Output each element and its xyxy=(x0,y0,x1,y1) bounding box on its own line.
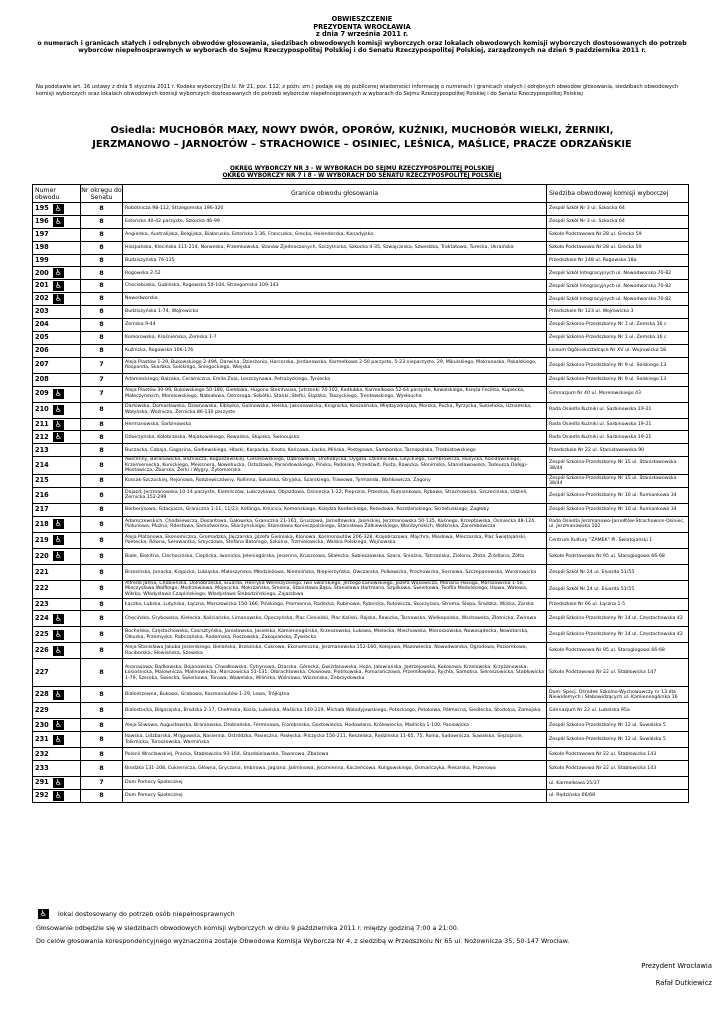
district-boundaries: Dźwirzyńska, Kołobrzeska, Majakowskiego, Rewalska, Słupska, Świnoujska xyxy=(123,431,547,444)
district-boundaries: Aleja Stanisława Jakuba Jezierskiego, Bielańska, Brzezinka, Cukrowa, Ekonomiczna, Jerzmanowska 152-160, Kolejowa, Mazowiecka, Nowodworska, Ogrodowa, Poziomkowa, Raciborska, Słowiańska, Szewska xyxy=(123,643,547,659)
senate-district: 8 xyxy=(81,580,123,598)
commission-seat: Przedszkole Nr 148 ul. Rogowska 18a xyxy=(547,254,689,267)
notice-header xyxy=(40,16,684,39)
district-number: 203 xyxy=(35,307,49,316)
district-number: 223 xyxy=(35,599,49,608)
district-boundaries: Dom Pomocy Społecznej xyxy=(123,790,547,803)
senate-district: 8 xyxy=(81,687,123,703)
district-number: 227 xyxy=(35,668,49,677)
district-number-cell xyxy=(33,241,81,254)
commission-seat: Zespół Szkół Integracyjnych ul. Nowodworska 70-82 xyxy=(547,280,689,293)
district-boundaries: Adamieckiego, Balzaka, Ceramiczna, Emila Zola, Leszczynowa, Petrażyckiego, Tyniecka xyxy=(123,373,547,386)
commission-seat: Przedszkole Nr 66 ul. Łączna 1-5 xyxy=(547,598,689,611)
district-boundaries: Dom Pomocy Społecznej xyxy=(123,777,547,790)
district-number: 195 xyxy=(35,204,49,213)
district-boundaries: Ananasowa, Bądkowska, Bojanowska, Chwałkowska, Cytrynowa, Dżarska, Górecka, Gwiżdanowska, Hoża, Jałowiańska, Jędrzejowska, Kokosowa, Krzelowska, Krzyżanowska, Łosiośnicka, Malownicza, Malinowiecka, Marszowicka 51-131, Olbrachtowska, Olowiowa, Piotrkowska, Pomarańczowa, Przemiłowska, Rychła, Samotna, Sieroszowicka, Stabłowicka 1-79, Szeroka, Świecka, Świerkowa, Torowa, Wawelska, Wilińska, Wiśniowa, Wiszenska, Zebrzydowska xyxy=(123,659,547,687)
district-boundaries: Bochelska, Częstochowska, Czorsztyńska, Jarosławska, Jasielska, Kamiennogórska, Krzeszowska, Łukowa, Mielecka, Miechowska, Mieroszowska, Nowosądecka, Nowotarska, Olkuska, Przemyska, Rabczańska, Radomska, Raszowska, Zakopiańska, Żywiecka xyxy=(123,627,547,643)
signature-title: Prezydent Wrocławia xyxy=(641,962,712,970)
table-row xyxy=(33,748,689,761)
table-row xyxy=(33,475,689,488)
district-number-cell xyxy=(33,643,81,659)
district-number: 219 xyxy=(35,535,49,544)
district-number-cell xyxy=(33,627,81,643)
district-boundaries: Aleja Śliwowa, Augustowska, Braniewska, Drobieńska, Ferminowa, Frombroska, Gostowiecka, Hodowlana, Królewiecka, Maślicka 1-100, Paniowicka xyxy=(123,719,547,732)
commission-seat: Zespół Szkół Nr 24 ul. Eluarda 51/55 xyxy=(547,564,689,580)
senate-district: 8 xyxy=(81,627,123,643)
senate-district: 8 xyxy=(81,280,123,293)
commission-seat: Szkoła Podstawowa Nr 22 ul. Stabłowicka 143 xyxy=(547,748,689,761)
district-number: 211 xyxy=(35,419,49,428)
table-row xyxy=(33,344,689,357)
district-boundaries: Estońska 40-42 parzyste, Szkocka 46-99 xyxy=(123,215,547,228)
table-row xyxy=(33,732,689,748)
table-header-row xyxy=(33,185,689,203)
district-number-cell xyxy=(33,777,81,790)
commission-seat: Szkoła Podstawowa Nr 28 ul. Grecka 59 xyxy=(547,241,689,254)
district-number-cell xyxy=(33,280,81,293)
senate-district: 8 xyxy=(81,418,123,431)
commission-seat: Zespół Szkolno-Przedszkolny Nr 10 ul. Rumiankowa 34 xyxy=(547,487,689,503)
senate-district: 8 xyxy=(81,431,123,444)
district-number-cell xyxy=(33,306,81,319)
okreg-line-1: OKRĘG WYBORCZY NR 3 - W WYBORACH DO SEJMU RZECZYPOSPOLITEJ POLSKIEJ xyxy=(229,166,495,172)
district-number: 225 xyxy=(35,630,49,639)
wheelchair-icon: ♿ xyxy=(54,551,63,561)
commission-seat: Szkoła Podstawowa Nr 22 ul. Stabłowicka 147 xyxy=(547,659,689,687)
district-number-cell xyxy=(33,431,81,444)
district-number-cell xyxy=(33,373,81,386)
commission-seat: Zespół Szkół Integracyjnych ul. Nowodworska 70-82 xyxy=(547,293,689,306)
table-row xyxy=(33,331,689,344)
district-number: 200 xyxy=(35,268,49,277)
district-number-cell xyxy=(33,487,81,503)
district-boundaries: Chęcińska, Grybowska, Kielecka, Kościańska, Limanowska, Opoczyńska, Plac Ciesielski, Plac Kaliski, Rajska, Rawicka, Tarnowska, Wielkopolska, Wschowska, Złotnicka, Żwirowa xyxy=(123,611,547,627)
senate-district: 8 xyxy=(81,331,123,344)
senate-district: 8 xyxy=(81,761,123,777)
wheelchair-icon: ♿ xyxy=(54,405,63,415)
senate-district: 8 xyxy=(81,659,123,687)
district-number-cell xyxy=(33,203,81,216)
district-boundaries: Angielska, Australijska, Belgijska, Białoruska, Estońska 1-36, Francuska, Grecka, Holenderska, Kanadyjska xyxy=(123,228,547,241)
commission-seat: Zespół Szkół Integracyjnych ul. Nowodworska 70-82 xyxy=(547,267,689,280)
senate-district: 8 xyxy=(81,732,123,748)
commission-seat: ul. Rędzińska 66/68 xyxy=(547,790,689,803)
commission-seat: Zespół Szkolno-Przedszkolny Nr 1 ul. Zemska 16 c xyxy=(547,319,689,332)
district-number-cell xyxy=(33,319,81,332)
district-number: 198 xyxy=(35,242,49,251)
district-number: 210 xyxy=(35,405,49,414)
commission-seat: Przedszkole Nr 22 ul. Stanisławowska 90 xyxy=(547,444,689,457)
senate-district: 8 xyxy=(81,548,123,564)
commission-seat: Gimnazjum Nr 22 ul. Lubelska 95a xyxy=(547,703,689,719)
senate-district: 8 xyxy=(81,487,123,503)
table-row xyxy=(33,687,689,703)
district-number-cell xyxy=(33,254,81,267)
district-number-cell xyxy=(33,761,81,777)
header-subject: o numerach i granicach stałych i odrębnych obwodów głosowania, siedzibach obwodowych komisji wyborczych oraz lokalach obwodowych komisji wyborczych dostosowanych do potrzeb wyborców niepełnosprawnych w wyborach do Sejmu Rzeczypospolitej Polskiej i do Senatu Rzeczypospolitej Polskiej, zarządzonych na dzień 9 października 2011 r. xyxy=(37,40,687,55)
district-number: 224 xyxy=(35,614,49,623)
table-row xyxy=(33,719,689,732)
commission-seat: Zespół Szkolno-Przedszkolny Nr 14 ul. Częstochowska 42 xyxy=(547,611,689,627)
senate-district: 8 xyxy=(81,203,123,216)
commission-seat: Zespół Szkolno-Przedszkolny Nr 10 ul. Rumiankowa 34 xyxy=(547,503,689,516)
wheelchair-icon: ♿ xyxy=(54,720,63,730)
commission-seat: Zespół Szkolno-Przedszkolny Nr 9 ul. Solskiego 13 xyxy=(547,357,689,373)
table-row xyxy=(33,254,689,267)
district-number: 231 xyxy=(35,735,49,744)
district-boundaries: Budziszyńska 1-74, Wojrowicka xyxy=(123,306,547,319)
senate-district: 8 xyxy=(81,319,123,332)
senate-district: 8 xyxy=(81,215,123,228)
district-number-cell xyxy=(33,532,81,548)
commission-seat: Zespół Szkół Nr 3 ul. Szkocka 64 xyxy=(547,215,689,228)
header-granice: Granice obwodu głosowania xyxy=(123,185,547,203)
commission-seat: Rada Osiedla Kuźniki ul. Sarbinowska 19-21 xyxy=(547,431,689,444)
okreg-heading xyxy=(40,166,684,180)
district-number-cell xyxy=(33,457,81,475)
district-number-cell xyxy=(33,687,81,703)
table-row xyxy=(33,431,689,444)
senate-district: 8 xyxy=(81,306,123,319)
district-boundaries: Berberysowa, Gdacjusza, Graniczna 1-11, 11/23, Ketlinga, Kmicica, Komeńskiego, Księdza Kordeckiego, Rezedowa, Rożdżeńskiego, Skrzetuskiego, Zagłoby xyxy=(123,503,547,516)
district-number-cell xyxy=(33,732,81,748)
district-number: 209 xyxy=(35,389,49,398)
district-number: 218 xyxy=(35,519,49,528)
district-number-cell xyxy=(33,293,81,306)
senate-district: 8 xyxy=(81,444,123,457)
commission-seat: ul. Karmelkowa 25/27 xyxy=(547,777,689,790)
district-number-cell xyxy=(33,598,81,611)
table-row xyxy=(33,386,689,402)
commission-seat: Szkoła Podstawowa Nr 28 ul. Grecka 59 xyxy=(547,228,689,241)
district-boundaries: Robotnicza 98-112, Strzegomska 196-320 xyxy=(123,203,547,216)
district-number: 213 xyxy=(35,445,49,454)
district-number: 228 xyxy=(35,690,49,699)
wheelchair-icon: ♿ xyxy=(54,216,63,226)
commission-seat: Gimnazjum Nr 40 ul. Morelowskiego 43 xyxy=(547,386,689,402)
district-boundaries: Awicenny, Baranowicka, Bliźniacza, Boguszewskiej, Cieślikowskiego, Dąbrowskiej, Drohobycka, Dygata, Dzielnicowa, Gilyckiego, Gombrowicza, Husycka, Kosidowskiego, Krzemieniecka, Kunickiego, Meissnera, Nowohucka, Ostoźlowa, Parandowskiego, Pińska, Podolska, Przedświt, Pusta, Rawicka, Słonimska, Stanisławowska, Tadeusza Dołęgi-Mostowicza, Zbarska, Żerki i Wygry, Żytomierska xyxy=(123,457,547,475)
commission-seat: Zespół Szkół Nr 24 ul. Eluarda 51/55 xyxy=(547,580,689,598)
district-number: 201 xyxy=(35,281,49,290)
district-number-cell xyxy=(33,331,81,344)
table-row xyxy=(33,659,689,687)
commission-seat: Szkoła Podstawowa Nr 95 ul. Staroglogowa 66-68 xyxy=(547,548,689,564)
district-boundaries: Dojazd, Jerzmanowska 10-14 parzyste, Kiemliczów, Lubczykowa, Objazdowa, Osiniecka 1-22, Pieprzna, Przednia, Rumiankowa, Rybowa, Strachowicka, Szczecińska, Udzieli, Żernicka 152-299 xyxy=(123,487,547,503)
district-number: 204 xyxy=(35,320,49,329)
legend xyxy=(39,909,235,919)
wheelchair-icon: ♿ xyxy=(54,535,63,545)
senate-district: 8 xyxy=(81,643,123,659)
district-number-cell xyxy=(33,357,81,373)
senate-district: 8 xyxy=(81,241,123,254)
voting-hours-note: Głosowanie odbędzie się w siedzibach obwodowych komisji wyborczych w dniu 9 października 2011 r. między godziną 7:00 a 21:00. xyxy=(36,924,459,932)
district-number: 215 xyxy=(35,476,49,485)
district-boundaries: Kuźnicka, Rogowska 106-176 xyxy=(123,344,547,357)
wheelchair-icon: ♿ xyxy=(54,389,63,399)
district-boundaries: Buczacka, Cabaja, Gagarina, Godlewskiego, Hłaski, Karpacka, Knota, Końcowa, Łaska, Mińska, Postępowa, Samborska, Tarnopolska, Trzebiatowskiego xyxy=(123,444,547,457)
commission-seat: Liceum Ogólnokształcące Nr XV ul. Wojrowicka 58 xyxy=(547,344,689,357)
senate-district: 8 xyxy=(81,532,123,548)
table-row xyxy=(33,627,689,643)
table-row xyxy=(33,457,689,475)
district-number: 205 xyxy=(35,333,49,342)
table-row xyxy=(33,319,689,332)
senate-district: 7 xyxy=(81,373,123,386)
table-row xyxy=(33,228,689,241)
table-row xyxy=(33,564,689,580)
commission-seat: Zespół Szkolno-Przedszkolny Nr 12 ul. Suwalska 5 xyxy=(547,732,689,748)
district-number: 233 xyxy=(35,763,49,772)
wheelchair-icon: ♿ xyxy=(54,689,63,699)
district-boundaries: Kossak-Szczuckiej, Rejonowa, Rodziewiczówny, Rollinna, Sokalska, Stryjska, Szarskiego, Trawowa, Tyrmanda, Wańkowicza, Zagony xyxy=(123,475,547,488)
wheelchair-icon: ♿ xyxy=(54,432,63,442)
legend-text: lokal dostosowany do potrzeb osób niepełnosprawnych xyxy=(58,910,235,918)
table-row xyxy=(33,503,689,516)
senate-district: 7 xyxy=(81,777,123,790)
table-row xyxy=(33,444,689,457)
commission-seat: Rada Osiedla Kuźniki ul. Sarbinowska 19-21 xyxy=(547,418,689,431)
senate-district: 8 xyxy=(81,719,123,732)
district-number-cell xyxy=(33,228,81,241)
district-number: 230 xyxy=(35,720,49,729)
wheelchair-icon: ♿ xyxy=(54,519,63,529)
header-authority: PREZYDENTA WROCŁAWIA xyxy=(313,22,411,31)
osiedla-line-1: Osiedla: MUCHOBÓR MAŁY, NOWY DWÓR, OPORÓW, KUŹNIKI, MUCHOBÓR WIELKI, ŻERNIKI, xyxy=(110,125,614,136)
header-okreg: Nr okręgu do Senatu xyxy=(81,186,122,201)
district-number: 196 xyxy=(35,217,49,226)
senate-district: 8 xyxy=(81,598,123,611)
district-number: 197 xyxy=(35,229,49,238)
table-row xyxy=(33,241,689,254)
senate-district: 8 xyxy=(81,748,123,761)
commission-seat: Zespół Szkolno-Przedszkolny Nr 12 ul. Suwalska 5 xyxy=(547,719,689,732)
district-boundaries: Komorowska, Krośnieńska, Zemska 1-7 xyxy=(123,331,547,344)
district-boundaries: Białodrzewna, Bukowa, Grabowa, Kosmonautów 1-29, Lewa, Trójkątna xyxy=(123,687,547,703)
district-boundaries: Iławska, Lidzbarska, Mrągowska, Nasienna, Ostródzka, Pasieczna, Pasłęcka, Pilczycka 156-211, Reszelska, Rędzińska 11-65, 75, Rolna, Sadowniczа, Suwalska, Sięzojzicie, Tolkmicka, Turoszowska, Warmińska xyxy=(123,732,547,748)
header-date: z dnia 7 września 2011 r. xyxy=(315,30,409,39)
table-row xyxy=(33,215,689,228)
commission-seat: Zespół Szkolno-Przedszkolny Nr 14 ul. Częstochowska 42 xyxy=(547,627,689,643)
wheelchair-icon: ♿ xyxy=(54,203,63,213)
district-boundaries: Brodzka 131-208, Cukiernicza, Główna, Gryczana, Imbirowa, Jagiana, Jaśminowa, Jęczmienna, Kaczeńcowa, Kuligowskiego, Osmańczyka, Piekarska, Pszenowa xyxy=(123,761,547,777)
senate-district: 7 xyxy=(81,357,123,373)
district-boundaries: Adamczewskich, Chodkiewicza, Desantowa, Gałowska, Graniczna 21-161, Gruszowa, Jarnołtowska, Jasińskiej, Jerzmanowska 50-135, Kośnego, Krzeptowska, Osiniecka 48-124, Piołunowa, Płużna, Rdestowa, Samotworska, Skarżyńskiego, Stanisława Konieczpolskiego, Stanisława Żółkiewskiego, Wardzyńskich, Wołkńska, Zarembowicza xyxy=(123,516,547,532)
district-boundaries: Rogowska 2-52 xyxy=(123,267,547,280)
commission-seat: Przedszkole Nr 123 ul. Wojrowicka 3 xyxy=(547,306,689,319)
district-number-cell xyxy=(33,564,81,580)
header-title: OBWIESZCZENIE xyxy=(331,15,393,23)
signature-name: Rafał Dutkiewicz xyxy=(655,979,712,987)
senate-district: 8 xyxy=(81,564,123,580)
table-row xyxy=(33,580,689,598)
district-number-cell xyxy=(33,475,81,488)
table-row xyxy=(33,357,689,373)
wheelchair-icon: ♿ xyxy=(54,294,63,304)
district-number-cell xyxy=(33,444,81,457)
table-row xyxy=(33,516,689,532)
district-boundaries: Polonii Wrocławskiej, Pracka, Stabłowicka 93-164, Starobielawska, Towarowa, Zbożowa xyxy=(123,748,547,761)
district-number: 208 xyxy=(35,374,49,383)
district-number-cell xyxy=(33,611,81,627)
district-number: 216 xyxy=(35,490,49,499)
wheelchair-icon: ♿ xyxy=(54,778,63,788)
commission-seat: Szkoła Podstawowa Nr 22 ul. Stabłowicka 143 xyxy=(547,761,689,777)
districts-table xyxy=(32,184,689,803)
table-row xyxy=(33,293,689,306)
osiedla-heading xyxy=(40,124,684,151)
wheelchair-icon: ♿ xyxy=(54,734,63,744)
commission-seat: Zespół Szkolno-Przedszkolny Nr 1 ul. Zemska 16 c xyxy=(547,331,689,344)
wheelchair-icon: ♿ xyxy=(39,909,48,918)
district-boundaries: Chociebuska, Gubińska, Rogowska 54-104, Strzegomska 109-143 xyxy=(123,280,547,293)
district-number: 214 xyxy=(35,460,49,469)
senate-district: 8 xyxy=(81,503,123,516)
district-boundaries: Budziszyńska 76-135 xyxy=(123,254,547,267)
district-number-cell xyxy=(33,516,81,532)
district-number-cell xyxy=(33,386,81,402)
district-number-cell xyxy=(33,719,81,732)
senate-district: 8 xyxy=(81,611,123,627)
table-row xyxy=(33,777,689,790)
table-row xyxy=(33,267,689,280)
table-row xyxy=(33,487,689,503)
district-number: 221 xyxy=(35,567,49,576)
wheelchair-icon: ♿ xyxy=(54,419,63,429)
commission-seat: Zespół Szkolno-Przedszkolny Nr 15 ul. Stanisławowska 38/44 xyxy=(547,457,689,475)
district-number: 222 xyxy=(35,584,49,593)
district-number-cell xyxy=(33,748,81,761)
district-number-cell xyxy=(33,503,81,516)
senate-district: 8 xyxy=(81,254,123,267)
wheelchair-icon: ♿ xyxy=(54,281,63,291)
district-number-cell xyxy=(33,703,81,719)
district-number: 291 xyxy=(35,778,49,787)
table-row xyxy=(33,790,689,803)
senate-district: 8 xyxy=(81,267,123,280)
table-row xyxy=(33,306,689,319)
district-boundaries: Łączka, Lubska, Lutyńska, Łączna, Marszowicka 150-166, Pińskiego, Promienna, Radecka, Rubinowa, Rybnicka, Rutowicza, Skoczylasa, Stroma, Ślepa, Średzka, Wilska, Zarska xyxy=(123,598,547,611)
senate-district: 8 xyxy=(81,457,123,475)
commission-seat: Centrum Kultury "ZAMEK" Pl. Świętojański 1 xyxy=(547,532,689,548)
table-row xyxy=(33,280,689,293)
district-boundaries: Aleja Platanowa, Ekonomiczna, Gromadzka, Jajczarska, Józefa Gielniaka, Klonowa, Kosmonautów 206-328, Krajobrazowa, Majchra, Miodowa, Mleczarska, Plac Świętojański, Poetecka, Równa, Serowarska, Smyczowa, Stefana Batorego, Szkolna, Trzmielowicka, Wolska Polskiego, Wojnowska xyxy=(123,532,547,548)
district-number: 232 xyxy=(35,749,49,758)
commission-seat: Rada Osiedla Kuźniki ul. Sarbinowska 19-21 xyxy=(547,402,689,418)
district-number: 212 xyxy=(35,432,49,441)
district-number-cell xyxy=(33,267,81,280)
district-number-cell xyxy=(33,790,81,803)
district-boundaries: Nowodworska xyxy=(123,293,547,306)
district-number-cell xyxy=(33,580,81,598)
table-row xyxy=(33,402,689,418)
header-siedziba: Siedziba obwodowej komisji wyborczej xyxy=(547,185,689,203)
senate-district: 8 xyxy=(81,516,123,532)
senate-district: 8 xyxy=(81,703,123,719)
wheelchair-icon: ♿ xyxy=(54,791,63,801)
district-boundaries: Alfreda Jahna, Chobieńska, Dolnobrzeska, Eluarda, Henryka Wereszyckiego, Iwo Sworskiego, Jerzego Łanowskiego, Józefa Wąsowicza, Mariana Haisiga, Marszowicka 1-50, Mieczysława Wolfkego, Modrzewiowa, Mojęcicka, Mokrzańska, Smolna, Stanisława Bąka, Stanisława Hartmana, Szpilkowa, Świerkowa, Teofila Modelskiego, Ulowa, Watowa, Wiłska, Władysława Czaplińskiego, Władysława Ślebodzińskiego, Zajazdowa xyxy=(123,580,547,598)
table-row xyxy=(33,611,689,627)
wheelchair-icon: ♿ xyxy=(54,268,63,278)
senate-district: 8 xyxy=(81,790,123,803)
district-boundaries: Hiszpańska, Klecińska 111-214, Norweska, Przemkowska, Stanów Zjednoczonych, Szczytnicka, Szkocka 4-35, Szwajcarska, Szwedzka, Traktatowa, Turecka, Ukraińska xyxy=(123,241,547,254)
district-boundaries: Zemska 9-44 xyxy=(123,319,547,332)
district-number: 229 xyxy=(35,706,49,715)
wheelchair-icon: ♿ xyxy=(54,629,63,639)
header-numer: Numer obwodu xyxy=(33,185,81,203)
commission-seat: Szkoła Podstawowa Nr 95 ul. Staroglogowa 66-68 xyxy=(547,643,689,659)
table-row xyxy=(33,373,689,386)
commission-seat: Dom. Specj. Ośrodek Szkolno-Wychowawczy nr 13 dla Niewidomych i Słabowidzących ul. Kamiennogórska 16 xyxy=(547,687,689,703)
district-number: 226 xyxy=(35,646,49,655)
district-number: 292 xyxy=(35,791,49,800)
senate-district: 8 xyxy=(81,344,123,357)
district-number-cell xyxy=(33,418,81,431)
commission-seat: Zespół Szkół Nr 3 ul. Szkocka 64 xyxy=(547,203,689,216)
table-row xyxy=(33,548,689,564)
district-boundaries: Darłowska, Domasławska, Dziwnowska, Elbląska, Golinowska, Helska, Jaksonowicka, Knignicka, Koszalińska, Międzyzdrojska, Morska, Pucka, Pyrzycka, Sukiełicka, Uznamska, Wołyńska, Woźnicza, Żernicka 86-130 parzyste xyxy=(123,402,547,418)
district-number: 220 xyxy=(35,551,49,560)
table-row xyxy=(33,203,689,216)
table-row xyxy=(33,643,689,659)
district-number: 207 xyxy=(35,360,49,369)
commission-seat: Zespół Szkolno-Przedszkolny Nr 15 ul. Stanisławowska 38/44 xyxy=(547,475,689,488)
okreg-line-2: OKRĘG WYBORCZY NR 7 i 8 - W WYBORACH DO SENATU RZECZYPOSPOLITEJ POLSKIEJ xyxy=(222,173,502,180)
district-number: 199 xyxy=(35,255,49,264)
district-boundaries: Hermanowska, Sarbinowska xyxy=(123,418,547,431)
district-number: 217 xyxy=(35,505,49,514)
district-number-cell xyxy=(33,344,81,357)
wheelchair-icon: ♿ xyxy=(54,613,63,623)
table-row xyxy=(33,598,689,611)
correspondence-note: Do celów głosowania korespondencyjnego wyznaczona zostaje Obwodowa Komisja Wyborcza Nr 4, z siedzibą w Przedszkolu Nr 65 ul. Nożownicza 35, 50-147 Wrocław. xyxy=(36,937,570,945)
intro-paragraph: Na podstawie art. 16 ustawy z dnia 5 stycznia 2011 r. Kodeks wyborczy(Dz.U. Nr 21, poz. 112, z późn. zm.) podaje się do publicznej wiadomości informację o numerach i granicach stałych i odrębnych obwodów głosowania, siedzibach obwodowych komisji wyborczych oraz lokalach obwodowych komisji wyborczych dostosowanych do potrzeb wyborców niepełnosprawnych w wyborach do Sejmu Rzeczypospolitej Polskiej i do Senatu Rzeczypospolitej Polskiej xyxy=(36,84,679,97)
senate-district: 8 xyxy=(81,475,123,488)
district-number-cell xyxy=(33,659,81,687)
district-boundaries: Białostocka, Biłgorajska, Brodzka 2-17, Chełmska, Kozia, Lubelska, Maślicka 140-219, Michała Wołodyjowskiego, Potockiego, Potokowa, Półmocna, Siedlecka, Stodolna, Zamojska xyxy=(123,703,547,719)
district-number: 202 xyxy=(35,294,49,303)
commission-seat: Rada Osiedla Jerzmanowo-Jarnołtów-Strachowice-Osiniec, ul. Jerzmanowska 102 xyxy=(547,516,689,532)
senate-district: 8 xyxy=(81,402,123,418)
commission-seat: Zespół Szkolno-Przedszkolny Nr 9 ul. Solskiego 13 xyxy=(547,373,689,386)
district-number-cell xyxy=(33,215,81,228)
osiedla-line-2: JERZMANOWO – JARNOŁTÓW – STRACHOWICE – OSINIEC, LEŚNICA, MAŚLICE, PRACZE ODRZAŃSKIE xyxy=(92,138,632,150)
table-row xyxy=(33,532,689,548)
senate-district: 7 xyxy=(81,386,123,402)
district-number-cell xyxy=(33,548,81,564)
table-body xyxy=(33,203,689,803)
table-row xyxy=(33,761,689,777)
senate-district: 8 xyxy=(81,293,123,306)
district-boundaries: Brzezińska, Junacka, Krępicka, Lubiąska, Małoszyńska, Młodzieżowa, Niemilińska, Niepierzyńska, Owczarska, Polkowicka, Prochowicka, Sosnowa, Szczepanowska, Woronowicka xyxy=(123,564,547,580)
senate-district: 8 xyxy=(81,228,123,241)
district-number: 206 xyxy=(35,345,49,354)
district-boundaries: Aleja Piastów 1-29, Bukowskiego 2-49A, Darwina, Dzierżonia, Harcerska, Jordanowska, Karmelkowa 2-50 parzyste, 5-23 nieparzyste, 29, Mikulskiego, Mokronoska, Pękalskiego, Rosponda, Skarbka, Solskiego, Śniegockiego, Wiejska xyxy=(123,357,547,373)
table-row xyxy=(33,418,689,431)
table-row xyxy=(33,703,689,719)
wheelchair-icon: ♿ xyxy=(54,645,63,655)
district-number-cell xyxy=(33,402,81,418)
district-boundaries: Białe, Biękitna, Ciechocińska, Cieplicka, Iwonicka, Jeleniogórska, Jesienna, Kruszcowa, Skałecka, Sobieszowska, Szara, Śnieżna, Tatrzańska, Zielona, Złota, Źródlana, Żółta xyxy=(123,548,547,564)
district-boundaries: Aleja Piastów 30-99, Bukowskiego 50-180, Giełdowa, Hugona Steinhausa, Jutrzenki 74-102, Kadłubka, Karmelkowa 52-64 parzyste, Kowalskiego, Księża Fecihta, Kupiecka, Małeczyńskich, Morelowskiego, Nabiałowa, Ostroroga, Sobótki, Stanki, Stefki, Ślązaka, Taszyckiego, Trentowskiego, Wysłoucha xyxy=(123,386,547,402)
